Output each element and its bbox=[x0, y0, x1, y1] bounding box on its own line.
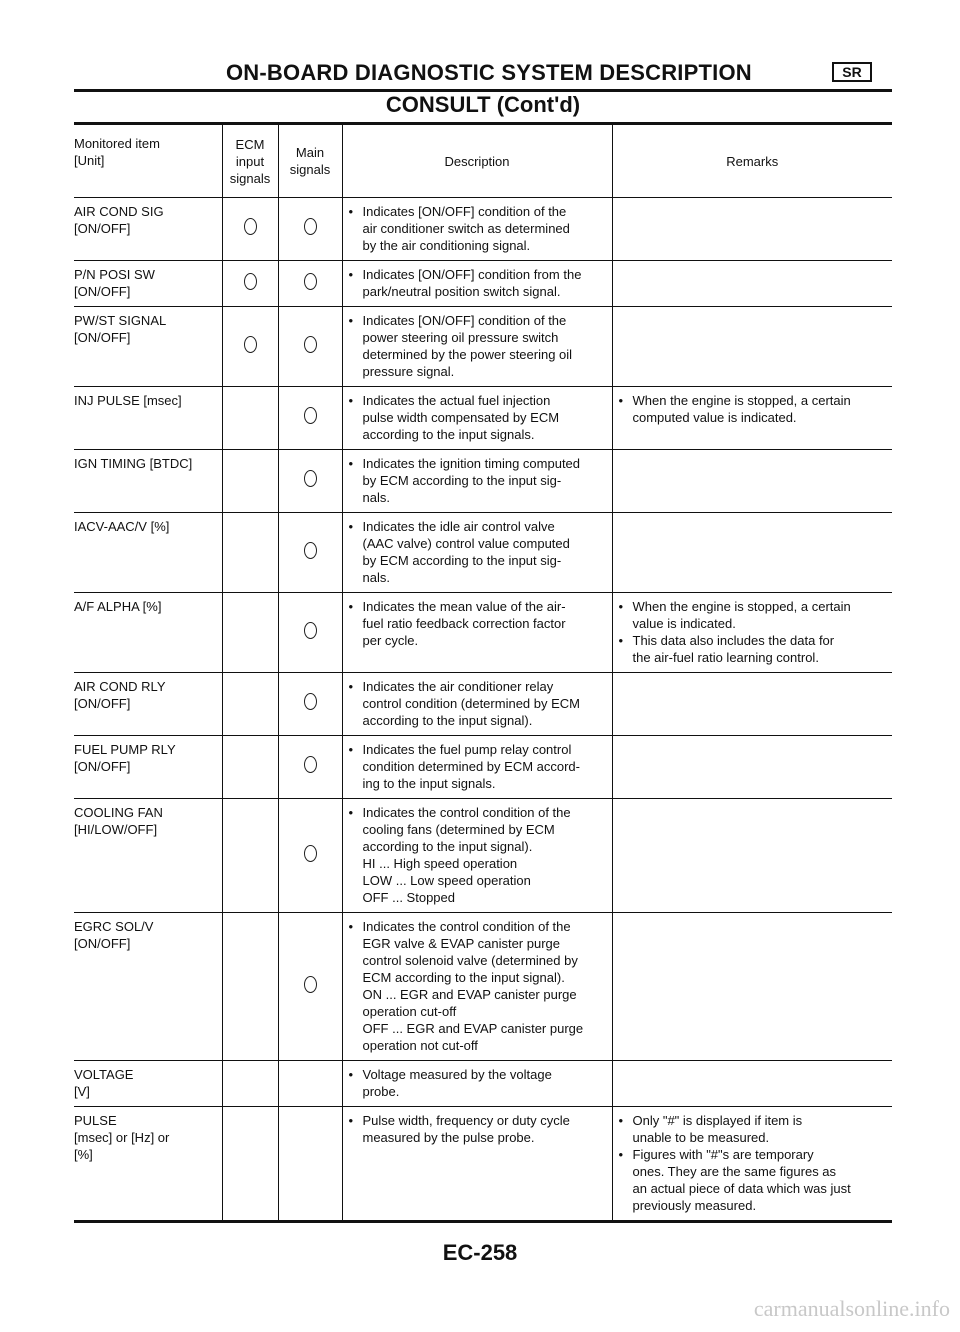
table-row bbox=[74, 450, 892, 513]
description-cell bbox=[342, 261, 612, 307]
description-bullet bbox=[349, 741, 604, 792]
table-row bbox=[74, 387, 892, 450]
description-cell bbox=[342, 198, 612, 261]
description-cell bbox=[342, 387, 612, 450]
main-signal-cell bbox=[278, 913, 342, 1061]
description-line: according to the input signal). bbox=[362, 713, 533, 728]
remarks-cell bbox=[612, 736, 892, 799]
description-line: pressure signal. bbox=[362, 364, 455, 379]
remarks-cell bbox=[612, 799, 892, 913]
main-signal-cell bbox=[278, 1061, 342, 1107]
monitored-item bbox=[74, 673, 222, 736]
remarks-cell bbox=[612, 450, 892, 513]
monitored-item bbox=[74, 513, 222, 593]
main-signal-cell bbox=[278, 673, 342, 736]
description-line: LOW ... Low speed operation bbox=[362, 873, 531, 888]
item-line: EGRC SOL/V bbox=[74, 919, 154, 934]
table-row bbox=[74, 673, 892, 736]
description-line: EGR valve & EVAP canister purge bbox=[362, 936, 561, 951]
description-line: nals. bbox=[362, 490, 390, 505]
description-line: • Indicates the ignition timing computed bbox=[362, 456, 581, 471]
description-line: operation not cut-off bbox=[362, 1038, 478, 1053]
page-subtitle: CONSULT (Cont'd) bbox=[385, 92, 581, 117]
col-header-item: Monitored item [Unit] bbox=[74, 124, 222, 198]
description-line: • Indicates the mean value of the air- bbox=[362, 599, 566, 614]
page-number: EC-258 bbox=[442, 1240, 518, 1265]
remarks-cell bbox=[612, 387, 892, 450]
description-bullet bbox=[349, 1112, 604, 1146]
remarks-bullet bbox=[619, 1146, 885, 1214]
remarks-line: previously measured. bbox=[632, 1198, 757, 1213]
ecm-input-cell bbox=[222, 1107, 278, 1222]
circle-mark-icon bbox=[304, 273, 317, 290]
item-line: AIR COND RLY bbox=[74, 679, 166, 694]
page-title: ON-BOARD DIAGNOSTIC SYSTEM DESCRIPTION bbox=[226, 60, 752, 85]
circle-mark-icon bbox=[244, 218, 257, 235]
description-line: measured by the pulse probe. bbox=[362, 1130, 535, 1145]
remarks-line: • This data also includes the data for bbox=[632, 633, 835, 648]
item-line: FUEL PUMP RLY bbox=[74, 742, 176, 757]
main-signal-cell bbox=[278, 198, 342, 261]
remarks-cell bbox=[612, 913, 892, 1061]
ecm-input-cell bbox=[222, 913, 278, 1061]
description-line: nals. bbox=[362, 570, 390, 585]
table-row bbox=[74, 913, 892, 1061]
description-line: OFF ... Stopped bbox=[362, 890, 455, 905]
description-line: according to the input signal). bbox=[362, 839, 533, 854]
circle-mark-icon bbox=[304, 622, 317, 639]
table-row bbox=[74, 799, 892, 913]
circle-mark-icon bbox=[304, 976, 317, 993]
description-line: by the air conditioning signal. bbox=[362, 238, 531, 253]
ecm-input-cell bbox=[222, 1061, 278, 1107]
description-line: control solenoid valve (determined by bbox=[362, 953, 578, 968]
remarks-line: unable to be measured. bbox=[632, 1130, 770, 1145]
main-signal-cell bbox=[278, 261, 342, 307]
item-line: COOLING FAN bbox=[74, 805, 163, 820]
description-line: according to the input signals. bbox=[362, 427, 535, 442]
description-cell bbox=[342, 799, 612, 913]
circle-mark-icon bbox=[304, 218, 317, 235]
remarks-line: • When the engine is stopped, a certain bbox=[632, 393, 851, 408]
description-line: determined by the power steering oil bbox=[362, 347, 573, 362]
remarks-line: • Figures with "#"s are temporary bbox=[632, 1147, 814, 1162]
item-line: IGN TIMING [BTDC] bbox=[74, 456, 193, 471]
item-line: [HI/LOW/OFF] bbox=[74, 822, 158, 837]
circle-mark-icon bbox=[304, 542, 317, 559]
circle-mark-icon bbox=[244, 336, 257, 353]
main-signal-cell bbox=[278, 593, 342, 673]
monitored-item bbox=[74, 387, 222, 450]
circle-mark-icon bbox=[304, 470, 317, 487]
monitored-item bbox=[74, 1107, 222, 1222]
monitored-item bbox=[74, 799, 222, 913]
description-bullet bbox=[349, 392, 604, 443]
col-header-remarks: Remarks bbox=[612, 124, 892, 198]
remarks-cell bbox=[612, 307, 892, 387]
table-row bbox=[74, 307, 892, 387]
remarks-line: ones. They are the same figures as bbox=[632, 1164, 837, 1179]
description-bullet bbox=[349, 312, 604, 380]
monitored-item bbox=[74, 913, 222, 1061]
table-row bbox=[74, 198, 892, 261]
item-line: A/F ALPHA [%] bbox=[74, 599, 162, 614]
ecm-input-cell bbox=[222, 736, 278, 799]
table-row bbox=[74, 261, 892, 307]
item-line: PW/ST SIGNAL bbox=[74, 313, 167, 328]
main-signal-cell bbox=[278, 736, 342, 799]
remarks-cell bbox=[612, 513, 892, 593]
item-line: [%] bbox=[74, 1147, 93, 1162]
description-cell bbox=[342, 1107, 612, 1222]
ecm-input-cell bbox=[222, 673, 278, 736]
description-line: • Indicates [ON/OFF] condition of the bbox=[362, 313, 567, 328]
table-row bbox=[74, 513, 892, 593]
description-line: • Indicates the air conditioner relay bbox=[362, 679, 554, 694]
description-line: • Indicates [ON/OFF] condition from the bbox=[362, 267, 582, 282]
col-header-ecm: ECM input signals bbox=[222, 124, 278, 198]
item-line: [ON/OFF] bbox=[74, 221, 131, 236]
description-line: cooling fans (determined by ECM bbox=[362, 822, 555, 837]
description-bullet bbox=[349, 918, 604, 1054]
item-line: [msec] or [Hz] or bbox=[74, 1130, 170, 1145]
description-line: operation cut-off bbox=[362, 1004, 457, 1019]
item-line: AIR COND SIG bbox=[74, 204, 164, 219]
remarks-cell bbox=[612, 1107, 892, 1222]
circle-mark-icon bbox=[304, 407, 317, 424]
description-line: pulse width compensated by ECM bbox=[362, 410, 560, 425]
description-cell bbox=[342, 1061, 612, 1107]
table-header-row bbox=[74, 124, 892, 198]
description-bullet bbox=[349, 455, 604, 506]
item-line: P/N POSI SW bbox=[74, 267, 155, 282]
circle-mark-icon bbox=[304, 845, 317, 862]
main-signal-cell bbox=[278, 450, 342, 513]
main-signal-cell bbox=[278, 307, 342, 387]
description-bullet bbox=[349, 266, 604, 300]
description-line: • Indicates the control condition of the bbox=[362, 805, 571, 820]
consult-table bbox=[74, 122, 892, 1223]
item-line: [ON/OFF] bbox=[74, 330, 131, 345]
monitored-item bbox=[74, 261, 222, 307]
remarks-bullet bbox=[619, 392, 885, 426]
description-line: by ECM according to the input sig- bbox=[362, 553, 562, 568]
ecm-input-cell bbox=[222, 261, 278, 307]
item-line: [ON/OFF] bbox=[74, 759, 131, 774]
item-line: INJ PULSE [msec] bbox=[74, 393, 182, 408]
ecm-input-cell bbox=[222, 387, 278, 450]
ecm-input-cell bbox=[222, 198, 278, 261]
description-line: • Indicates the control condition of the bbox=[362, 919, 571, 934]
description-line: air conditioner switch as determined bbox=[362, 221, 570, 236]
remarks-line: value is indicated. bbox=[632, 616, 736, 631]
table-row bbox=[74, 1061, 892, 1107]
circle-mark-icon bbox=[244, 273, 257, 290]
monitored-item bbox=[74, 593, 222, 673]
monitored-item bbox=[74, 736, 222, 799]
remarks-cell bbox=[612, 593, 892, 673]
description-bullet bbox=[349, 598, 604, 649]
table-row bbox=[74, 593, 892, 673]
description-line: • Indicates the actual fuel injection bbox=[362, 393, 551, 408]
col-header-main: Main signals bbox=[278, 124, 342, 198]
description-line: fuel ratio feedback correction factor bbox=[362, 616, 566, 631]
remarks-line: computed value is indicated. bbox=[632, 410, 797, 425]
description-cell bbox=[342, 593, 612, 673]
item-line: [ON/OFF] bbox=[74, 936, 131, 951]
description-bullet bbox=[349, 804, 604, 906]
remarks-line: • When the engine is stopped, a certain bbox=[632, 599, 851, 614]
remarks-bullet bbox=[619, 632, 885, 666]
ecm-input-cell bbox=[222, 593, 278, 673]
table-row bbox=[74, 736, 892, 799]
remarks-line: an actual piece of data which was just bbox=[632, 1181, 851, 1196]
remarks-cell bbox=[612, 673, 892, 736]
description-line: • Indicates the idle air control valve bbox=[362, 519, 555, 534]
col-header-description: Description bbox=[342, 124, 612, 198]
description-line: power steering oil pressure switch bbox=[362, 330, 559, 345]
table-row bbox=[74, 1107, 892, 1222]
item-line: PULSE bbox=[74, 1113, 117, 1128]
ecm-input-cell bbox=[222, 450, 278, 513]
item-line: VOLTAGE bbox=[74, 1067, 134, 1082]
main-signal-cell bbox=[278, 799, 342, 913]
description-cell bbox=[342, 450, 612, 513]
description-line: condition determined by ECM accord- bbox=[362, 759, 580, 774]
description-bullet bbox=[349, 203, 604, 254]
monitored-item bbox=[74, 1061, 222, 1107]
monitored-item bbox=[74, 198, 222, 261]
description-line: park/neutral position switch signal. bbox=[362, 284, 561, 299]
ecm-input-cell bbox=[222, 799, 278, 913]
item-line: IACV-AAC/V [%] bbox=[74, 519, 170, 534]
section-badge: SR bbox=[832, 62, 872, 82]
description-line: • Indicates the fuel pump relay control bbox=[362, 742, 572, 757]
description-line: ing to the input signals. bbox=[362, 776, 496, 791]
description-cell bbox=[342, 736, 612, 799]
item-line: [ON/OFF] bbox=[74, 696, 131, 711]
circle-mark-icon bbox=[304, 336, 317, 353]
description-cell bbox=[342, 513, 612, 593]
remarks-bullet bbox=[619, 1112, 885, 1146]
description-line: HI ... High speed operation bbox=[362, 856, 518, 871]
description-line: ECM according to the input signal). bbox=[362, 970, 565, 985]
remarks-cell bbox=[612, 261, 892, 307]
description-line: (AAC valve) control value computed bbox=[362, 536, 570, 551]
remarks-line: • Only "#" is displayed if item is bbox=[632, 1113, 803, 1128]
description-line: by ECM according to the input sig- bbox=[362, 473, 562, 488]
monitored-item bbox=[74, 307, 222, 387]
ecm-input-cell bbox=[222, 307, 278, 387]
description-bullet bbox=[349, 678, 604, 729]
item-line: [ON/OFF] bbox=[74, 284, 131, 299]
watermark: carmanualsonline.info bbox=[753, 1296, 950, 1321]
description-cell bbox=[342, 673, 612, 736]
description-line: probe. bbox=[362, 1084, 400, 1099]
item-line: [V] bbox=[74, 1084, 90, 1099]
remarks-cell bbox=[612, 1061, 892, 1107]
main-signal-cell bbox=[278, 387, 342, 450]
main-signal-cell bbox=[278, 513, 342, 593]
remarks-cell bbox=[612, 198, 892, 261]
description-cell bbox=[342, 307, 612, 387]
description-line: control condition (determined by ECM bbox=[362, 696, 580, 711]
description-bullet bbox=[349, 1066, 604, 1100]
description-line: • Pulse width, frequency or duty cycle bbox=[362, 1113, 570, 1128]
monitored-item bbox=[74, 450, 222, 513]
remarks-bullet bbox=[619, 598, 885, 632]
description-line: per cycle. bbox=[362, 633, 419, 648]
description-line: ON ... EGR and EVAP canister purge bbox=[362, 987, 577, 1002]
description-line: • Indicates [ON/OFF] condition of the bbox=[362, 204, 567, 219]
description-cell bbox=[342, 913, 612, 1061]
circle-mark-icon bbox=[304, 693, 317, 710]
description-line: OFF ... EGR and EVAP canister purge bbox=[362, 1021, 584, 1036]
ecm-input-cell bbox=[222, 513, 278, 593]
description-line: • Voltage measured by the voltage bbox=[362, 1067, 552, 1082]
description-bullet bbox=[349, 518, 604, 586]
circle-mark-icon bbox=[304, 756, 317, 773]
remarks-line: the air-fuel ratio learning control. bbox=[632, 650, 819, 665]
main-signal-cell bbox=[278, 1107, 342, 1222]
